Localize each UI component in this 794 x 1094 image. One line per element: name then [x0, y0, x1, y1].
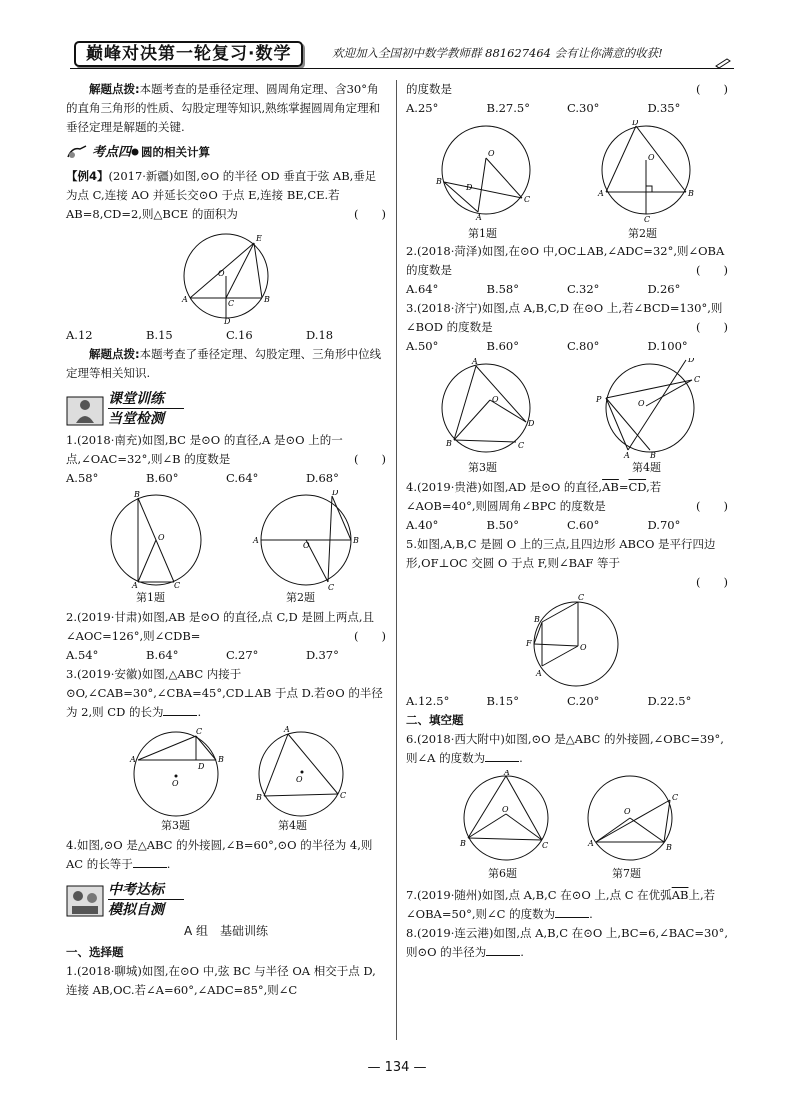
- answer-blank[interactable]: [555, 905, 589, 918]
- svg-text:C: C: [340, 791, 347, 800]
- question-3: 3.(2019·安徽)如图,△ABC 内接于⊙O,∠CAB=30°,∠CBA=45°,CD⊥AB 于点 D.若⊙O 的半径为 2,则 CD 的长为 .: [66, 667, 383, 719]
- svg-text:D: D: [528, 419, 535, 428]
- circle-figure: [66, 226, 386, 324]
- svg-text:C: C: [518, 441, 525, 450]
- circle-figure-pair: [66, 490, 386, 590]
- section-exam: 中考达标 模拟自测: [66, 878, 386, 920]
- circle-figure-pair: [406, 120, 728, 224]
- svg-text:P: P: [596, 395, 602, 404]
- example-4-figure: [66, 226, 386, 324]
- svg-text:D: D: [198, 762, 205, 771]
- left-column: [66, 80, 386, 1000]
- part-1-heading: 一、选择题: [66, 945, 124, 959]
- exam-question-7: 7.(2019·随州)如图,点 A,B,C 在⊙O 上,点 C 在优弧$\overline{AB}$上,若∠OBA=50°,则∠C 的度数为 .: [406, 888, 716, 921]
- tip-1: 解题点拨:本题考查的是垂径定理、圆周角定理、含30°角的直角三角形的性质、勾股定理等知识,熟练掌握圆周角定理和垂径定理是解题的关键.: [66, 82, 381, 134]
- answer-blank[interactable]: [485, 749, 519, 762]
- svg-text:O: O: [638, 399, 645, 408]
- pencil-icon: [715, 56, 731, 68]
- exam-question-8: 8.(2019·连云港)如图,点 A,B,C 在⊙O 上,BC=6,∠BAC=30°,则⊙O 的半径为 .: [406, 926, 729, 959]
- svg-text:C: C: [174, 581, 181, 590]
- svg-text:B: B: [256, 793, 262, 802]
- circle-figure-pair: [406, 770, 728, 866]
- kp-title: 圆的相关计算: [141, 144, 211, 159]
- question-1-options: A.58° B.60° C.64° D.68°: [66, 471, 339, 485]
- svg-text:A: A: [130, 755, 136, 764]
- circle-figure-pair: [66, 724, 386, 820]
- svg-text:C: C: [196, 727, 203, 736]
- svg-text:O: O: [624, 807, 631, 816]
- part-2-heading: 二、填空题: [406, 713, 464, 727]
- svg-text:D: D: [466, 183, 473, 192]
- exam-question-1-options: A.25° B.27.5° C.30° D.35°: [406, 101, 681, 115]
- svg-text:A: A: [536, 669, 542, 678]
- svg-text:A: A: [182, 295, 188, 304]
- student-icon: [66, 882, 104, 920]
- svg-text:D: D: [632, 120, 639, 127]
- page-header: [70, 38, 734, 70]
- svg-text:C: C: [228, 299, 235, 308]
- promo-text: 欢迎加入全国初中数学教师群 881627464 会有让你满意的收获!: [332, 46, 663, 60]
- svg-text:O: O: [580, 643, 587, 652]
- exam-question-5: 5.如图,A,B,C 是圆 O 上的三点,且四边形 ABCO 是平行四边形,OF⊥OC 交圆 O 于点 F,则∠BAF 等于: [406, 537, 716, 570]
- example-4: 【例4】(2017·新疆)如图,⊙O 的半径 OD 垂直于弦 AB,垂足为点 C,连接 AO 并延长交⊙O 于点 E,连接 BE,CE.若 AB=8,CD=2,则△BCE 的面积为 ( ): [66, 169, 386, 221]
- page-number: — 134 —: [367, 1060, 427, 1075]
- svg-text:B: B: [353, 536, 359, 545]
- svg-text:A: A: [132, 581, 138, 590]
- svg-text:C: C: [524, 195, 531, 204]
- svg-text:O: O: [502, 805, 509, 814]
- svg-text:A: A: [253, 536, 259, 545]
- svg-text:A: A: [476, 213, 482, 222]
- svg-text:A: A: [284, 725, 290, 734]
- figures-3-4: A B C D O A B C O 第3题 第4题: [66, 724, 386, 834]
- group-heading: A 组 基础训练: [183, 924, 269, 938]
- svg-text:B: B: [650, 451, 656, 458]
- question-2: 2.(2019·甘肃)如图,AB 是⊙O 的直径,点 C,D 是圆上两点,且∠AOC=126°,则∠CDB= ( ): [66, 610, 386, 643]
- svg-text:O: O: [488, 149, 495, 158]
- figure-r5: [406, 594, 728, 690]
- exam-question-6: 6.(2018·西大附中)如图,⊙O 是△ABC 的外接圆,∠OBC=39°,则∠A 的度数为 .: [406, 732, 724, 765]
- exam-question-1-end: 的度数是 ( ): [406, 82, 728, 96]
- svg-text:C: C: [578, 594, 585, 602]
- book-title: 巅峰对决第一轮复习·数学: [74, 41, 303, 67]
- svg-text:A: A: [472, 358, 478, 366]
- svg-text:C: C: [694, 375, 701, 384]
- svg-text:B: B: [446, 439, 452, 448]
- svg-text:A: A: [598, 189, 604, 198]
- svg-text:O: O: [296, 775, 303, 784]
- kp-badge: 考点四 圆的相关计算: [66, 141, 386, 163]
- question-4: 4.如图,⊙O 是△ABC 的外接圆,∠B=60°,⊙O 的半径为 4,则 AC 的长等于 .: [66, 838, 373, 871]
- exam-question-3: 3.(2018·济宁)如图,点 A,B,C,D 在⊙O 上,若∠BCD=130°,则∠BOD 的度数是 ( ): [406, 301, 728, 334]
- question-1: 1.(2018·南充)如图,BC 是⊙O 的直径,A 是⊙O 上的一点,∠OAC=32°,则∠B 的度数是 ( ): [66, 433, 386, 466]
- example-4-options: A.12 B.15 C.16 D.18: [66, 328, 334, 342]
- svg-text:B: B: [460, 839, 466, 848]
- svg-text:B: B: [264, 295, 270, 304]
- svg-text:O: O: [648, 153, 655, 162]
- svg-text:O: O: [158, 533, 165, 542]
- svg-text:D: D: [224, 317, 231, 324]
- exam-question-1: 1.(2018·聊城)如图,在⊙O 中,弦 BC 与半径 OA 相交于点 D,连接 AB,OC.若∠A=60°,∠ADC=85°,则∠C: [66, 964, 376, 997]
- svg-text:C: C: [328, 583, 335, 590]
- svg-text:A: A: [624, 451, 630, 458]
- section-classroom: 课堂训练 当堂检测: [66, 387, 386, 429]
- bullet-icon: [131, 148, 139, 156]
- svg-text:B: B: [666, 843, 672, 852]
- svg-text:D: D: [688, 358, 695, 364]
- svg-text:O: O: [172, 779, 179, 788]
- svg-text:F: F: [526, 639, 532, 648]
- column-divider: [396, 80, 397, 1040]
- figures-1-2: B O A C A B O C D 第1题 第2题: [66, 490, 386, 606]
- answer-blank[interactable]: [163, 703, 197, 716]
- exam-question-2: 2.(2018·菏泽)如图,在⊙O 中,OC⊥AB,∠ADC=32°,则∠OBA 的度数是 ( ): [406, 244, 728, 277]
- figures-r6-r7: A B C O A B C O 第6题 第7题: [406, 770, 728, 884]
- pen-hand-icon: [66, 143, 88, 161]
- teacher-icon: [66, 391, 104, 429]
- svg-text:O: O: [492, 395, 499, 404]
- exam-question-2-options: A.64° B.58° C.32° D.26°: [406, 282, 681, 296]
- svg-text:B: B: [134, 490, 140, 499]
- svg-text:B: B: [218, 755, 224, 764]
- answer-blank[interactable]: [133, 855, 167, 868]
- tip-2: 解题点拨:本题考查了垂径定理、勾股定理、三角形中位线定理等相关知识.: [66, 347, 382, 380]
- figures-r1-r2: B C A O D D A B O C 第1题 第2题: [406, 120, 728, 240]
- svg-text:B: B: [436, 177, 442, 186]
- svg-text:C: C: [644, 215, 651, 224]
- answer-blank[interactable]: [486, 943, 520, 956]
- svg-text:O: O: [303, 541, 310, 550]
- svg-text:E: E: [256, 234, 262, 243]
- circle-figure: [406, 594, 728, 690]
- svg-text:A: A: [504, 770, 510, 777]
- svg-text:O: O: [218, 269, 225, 278]
- exam-question-5-options: A.12.5° B.15° C.20° D.22.5°: [406, 694, 692, 708]
- exam-question-4-options: A.40° B.50° C.60° D.70°: [406, 518, 681, 532]
- exam-question-4: 4.(2019·贵港)如图,AD 是⊙O 的直径$,\overline{AB}=\overline{CD}$,若∠AOB=40°,则圆周角∠BPC 的度数是 ( ): [406, 480, 728, 513]
- header-rule: [70, 68, 734, 69]
- circle-figure-pair: [406, 358, 728, 458]
- svg-text:C: C: [672, 793, 679, 802]
- exam-question-3-options: A.50° B.60° C.80° D.100°: [406, 339, 688, 353]
- svg-text:B: B: [534, 615, 540, 624]
- right-column: 的度数是 ( ) A.25° B.27.5° C.30° D.35° B C A O D D A B O C 第1题 第2题 2.(2018·菏泽)如图,在⊙O 中,OC⊥AB,∠ADC=32°,则∠OBA 的度数是 ( ) A.64° B.58° C.32° D.26° 3.(2018·济宁)如图,点 A,B,C,D 在⊙O 上,若∠BCD=130°,则∠BOD 的度数是 ( ) A.50° B.60° C.80° D.100° A B C D O D P C A B O 第3题 第4题 4.(2019·贵港)如图,AD 是⊙O 的直径$,\overline{AB}=\overline{CD}$,若∠AOB=40°,则圆周角∠BPC 的度数是 ( ) A.40° B.50° C.60° D.70° 5.如图,A,B,C 是圆 O 上的三点,且四边形 ABCO 是平行四边形,OF⊥OC 交圆 O 于点 F,则∠BAF 等于 ( ) C B F A O A.12.5° B.15° C.20° D.22.5° 二、填空题 6.(2018·西大附中)如图,⊙O 是△ABC 的外接圆,∠OBC=39°,则∠A 的度数为 . A B C O A B C O 第6题 第7题 7.(2019·随州)如图,点 A,B,C 在⊙O 上,点 C 在优弧$\overline{AB}$上,若∠OBA=50°,则∠C 的度数为 . 8.(2019·连云港)如图,点 A,B,C 在⊙O 上,BC=6,∠BAC=30°,则⊙O 的半径为 .: [406, 80, 728, 962]
- svg-text:D: D: [332, 490, 339, 497]
- svg-text:B: B: [688, 189, 694, 198]
- question-2-options: A.54° B.64° C.27° D.37°: [66, 648, 339, 662]
- figures-r3-r4: A B C D O D P C A B O 第3题 第4题: [406, 358, 728, 476]
- svg-text:A: A: [588, 839, 594, 848]
- svg-text:C: C: [542, 841, 549, 850]
